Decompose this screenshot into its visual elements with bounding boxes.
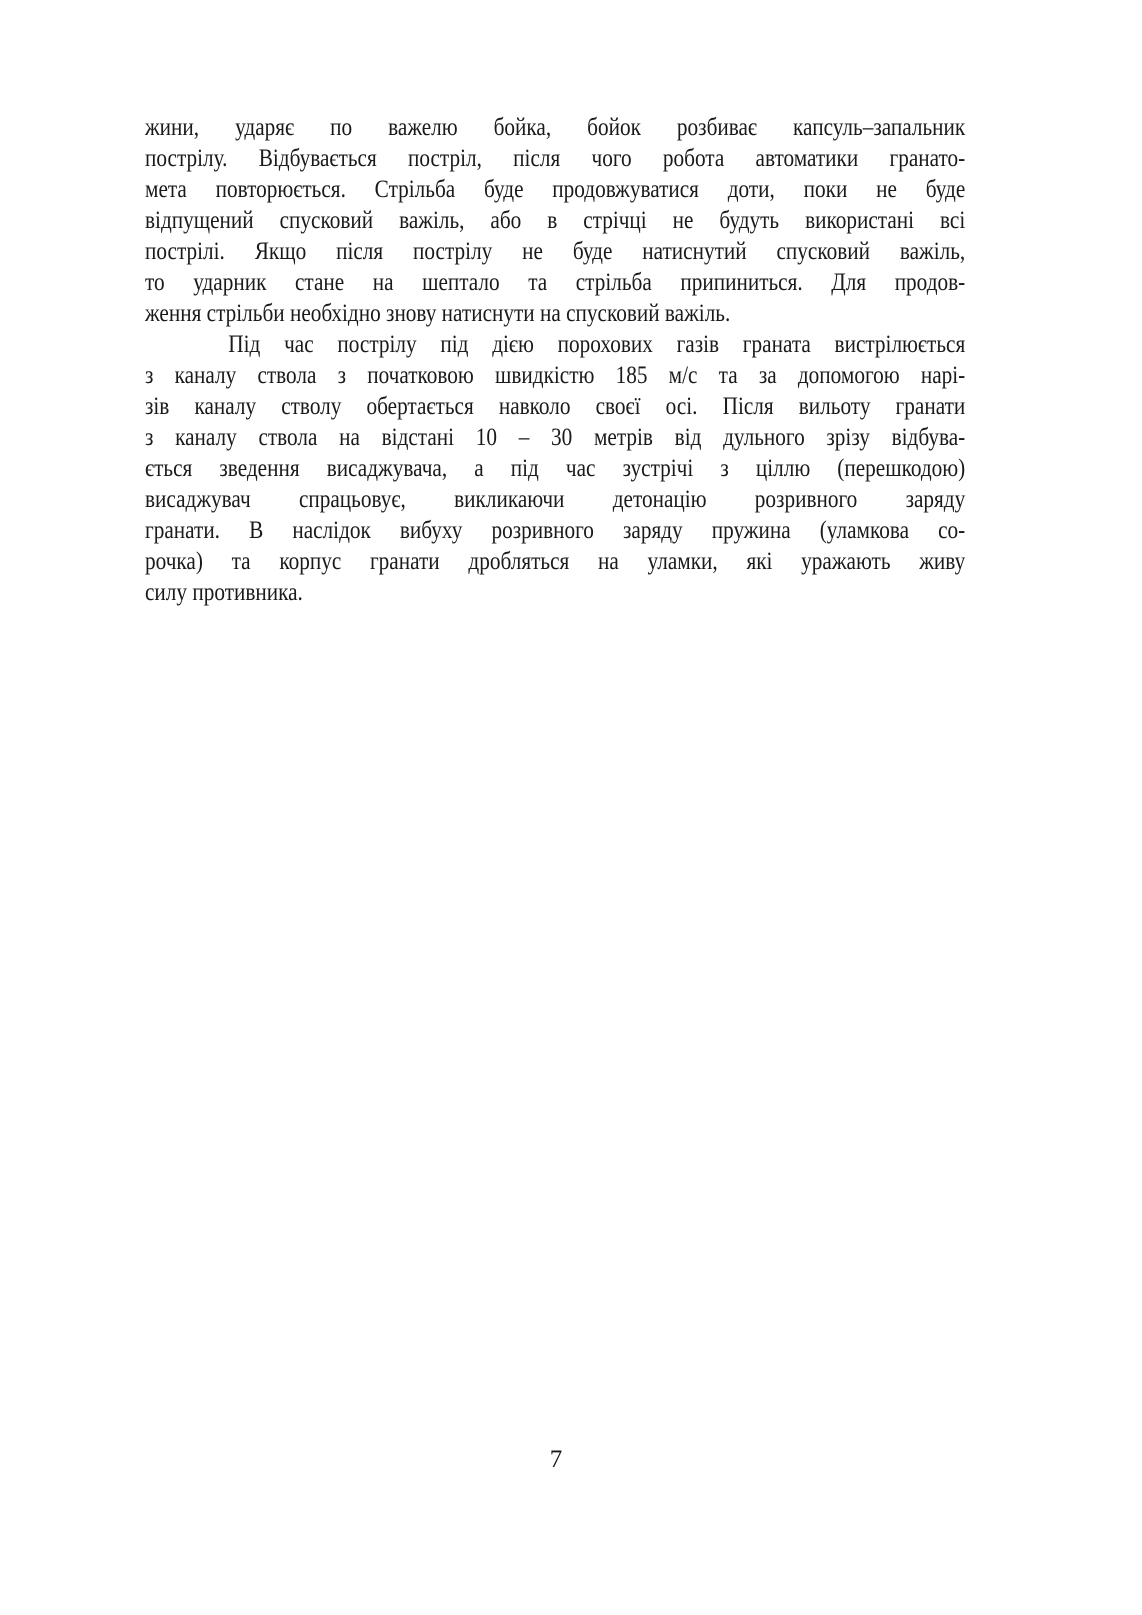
text-line: відпущений спусковий важіль, або в стрічці не будуть використані всі — [145, 207, 966, 234]
text-line: рочка) та корпус гранати дробляться на уламки, які уражають живу — [145, 548, 966, 575]
text-line: мета повторюється. Стрільба буде продовжуватися доти, поки не буде — [145, 176, 966, 203]
text-line: з каналу ствола на відстані 10 – 30 метрів від дульного зрізу відбува- — [145, 424, 966, 451]
text-line: гранати. В наслідок вибуху розривного заряду пружина (уламкова со- — [145, 517, 966, 544]
text-line: пострілу. Відбувається постріл, після чого робота автоматики гранато- — [145, 145, 966, 172]
text-line: Під час пострілу під дією порохових газів граната вистрілюється — [228, 331, 966, 358]
text-line: силу противника. — [145, 579, 303, 606]
text-line: з каналу ствола з початковою швидкістю 185 м/с та за допомогою нарі- — [145, 362, 966, 389]
paragraph-2 — [145, 329, 965, 608]
body-text — [145, 112, 965, 608]
text-line: ження стрільби необхідно знову натиснути на спусковий важіль. — [145, 300, 731, 327]
text-line: зів каналу стволу обертається навколо своєї осі. Після вильоту гранати — [145, 393, 966, 420]
text-line: пострілі. Якщо після пострілу не буде натиснутий спусковий важіль, — [145, 238, 966, 265]
text-line: жини, ударяє по важелю бойка, бойок розбиває капсуль–запальник — [145, 114, 966, 141]
text-line: ється зведення висаджувача, а під час зустрічі з ціллю (перешкодою) — [145, 455, 966, 482]
text-line: висаджувач спрацьовує, викликаючи детонацію розривного заряду — [145, 486, 966, 513]
text-line: то ударник стане на шептало та стрільба припиниться. Для продов- — [145, 269, 966, 296]
paragraph-1 — [145, 112, 965, 329]
page-number: 7 — [549, 1446, 563, 1473]
